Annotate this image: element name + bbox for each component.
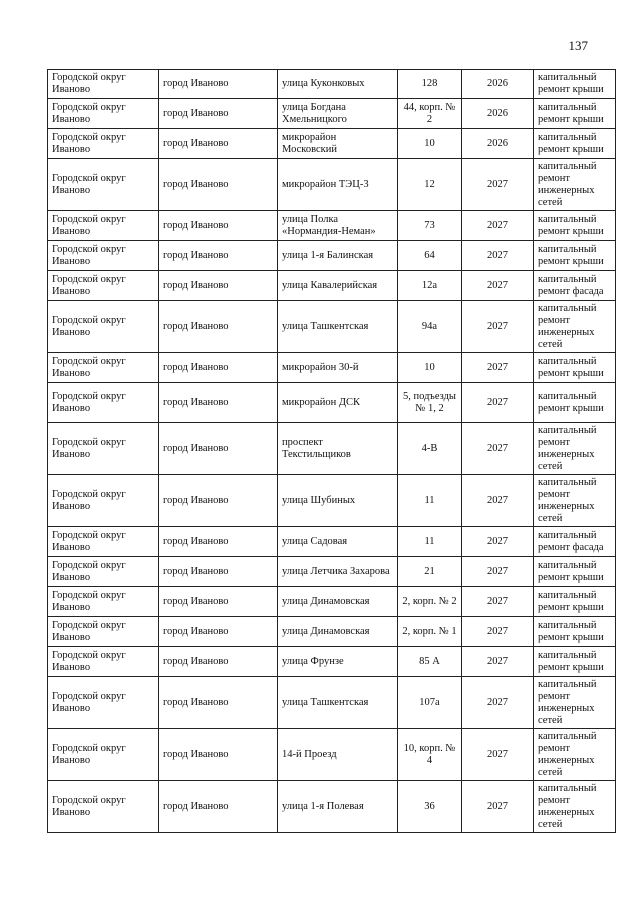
work-type-cell: капитальный ремонт инженерных сетей — [534, 423, 616, 475]
city-cell: город Иваново — [159, 587, 278, 617]
city-cell: город Иваново — [159, 129, 278, 159]
municipality-cell: Городской округ Иваново — [48, 70, 159, 99]
street-cell: улица Шубиных — [278, 475, 398, 527]
city-cell: город Иваново — [159, 781, 278, 833]
year-cell: 2027 — [462, 587, 534, 617]
municipality-cell: Городской округ Иваново — [48, 557, 159, 587]
work-type-cell: капитальный ремонт крыши — [534, 99, 616, 129]
table-row — [48, 587, 616, 617]
table-row — [48, 159, 616, 211]
table-row — [48, 211, 616, 241]
city-cell: город Иваново — [159, 211, 278, 241]
house-number-cell: 12 — [398, 159, 462, 211]
year-cell: 2027 — [462, 423, 534, 475]
table-row — [48, 129, 616, 159]
street-cell: улица Фрунзе — [278, 647, 398, 677]
street-cell: микрорайон ТЭЦ-3 — [278, 159, 398, 211]
city-cell: город Иваново — [159, 475, 278, 527]
municipality-cell: Городской округ Иваново — [48, 423, 159, 475]
work-type-cell: капитальный ремонт крыши — [534, 211, 616, 241]
street-cell: проспект Текстильщиков — [278, 423, 398, 475]
municipality-cell: Городской округ Иваново — [48, 587, 159, 617]
work-type-cell: капитальный ремонт крыши — [534, 647, 616, 677]
city-cell: город Иваново — [159, 301, 278, 353]
year-cell: 2027 — [462, 353, 534, 383]
municipality-cell: Городской округ Иваново — [48, 729, 159, 781]
year-cell: 2026 — [462, 70, 534, 99]
table-row — [48, 617, 616, 647]
municipality-cell: Городской округ Иваново — [48, 647, 159, 677]
street-cell: микрорайон ДСК — [278, 383, 398, 423]
year-cell: 2027 — [462, 301, 534, 353]
street-cell: улица Полка «Нормандия-Неман» — [278, 211, 398, 241]
house-number-cell: 64 — [398, 241, 462, 271]
city-cell: город Иваново — [159, 99, 278, 129]
year-cell: 2026 — [462, 129, 534, 159]
year-cell: 2027 — [462, 211, 534, 241]
street-cell: улица Садовая — [278, 527, 398, 557]
table-row — [48, 677, 616, 729]
municipality-cell: Городской округ Иваново — [48, 527, 159, 557]
municipality-cell: Городской округ Иваново — [48, 475, 159, 527]
year-cell: 2027 — [462, 617, 534, 647]
year-cell: 2027 — [462, 475, 534, 527]
work-type-cell: капитальный ремонт крыши — [534, 383, 616, 423]
street-cell: 14-й Проезд — [278, 729, 398, 781]
municipality-cell: Городской округ Иваново — [48, 271, 159, 301]
house-number-cell: 128 — [398, 70, 462, 99]
page-number: 137 — [568, 38, 588, 53]
table-row — [48, 301, 616, 353]
house-number-cell: 2, корп. № 2 — [398, 587, 462, 617]
year-cell: 2027 — [462, 781, 534, 833]
street-cell: микрорайон Московский — [278, 129, 398, 159]
city-cell: город Иваново — [159, 271, 278, 301]
house-number-cell: 11 — [398, 527, 462, 557]
work-type-cell: капитальный ремонт крыши — [534, 70, 616, 99]
year-cell: 2027 — [462, 527, 534, 557]
table-row — [48, 99, 616, 129]
municipality-cell: Городской округ Иваново — [48, 617, 159, 647]
city-cell: город Иваново — [159, 383, 278, 423]
municipality-cell: Городской округ Иваново — [48, 781, 159, 833]
work-type-cell: капитальный ремонт инженерных сетей — [534, 475, 616, 527]
city-cell: город Иваново — [159, 527, 278, 557]
house-number-cell: 85 А — [398, 647, 462, 677]
year-cell: 2027 — [462, 647, 534, 677]
municipality-cell: Городской округ Иваново — [48, 159, 159, 211]
house-number-cell: 36 — [398, 781, 462, 833]
street-cell: улица Ташкентская — [278, 301, 398, 353]
city-cell: город Иваново — [159, 617, 278, 647]
municipality-cell: Городской округ Иваново — [48, 353, 159, 383]
street-cell: микрорайон 30-й — [278, 353, 398, 383]
year-cell: 2027 — [462, 557, 534, 587]
municipality-cell: Городской округ Иваново — [48, 211, 159, 241]
work-type-cell: капитальный ремонт инженерных сетей — [534, 677, 616, 729]
street-cell: улица Ташкентская — [278, 677, 398, 729]
street-cell: улица Кавалерийская — [278, 271, 398, 301]
city-cell: город Иваново — [159, 729, 278, 781]
work-type-cell: капитальный ремонт инженерных сетей — [534, 159, 616, 211]
work-type-cell: капитальный ремонт фасада — [534, 527, 616, 557]
street-cell: улица Богдана Хмельницкого — [278, 99, 398, 129]
city-cell: город Иваново — [159, 557, 278, 587]
street-cell: улица Летчика Захарова — [278, 557, 398, 587]
work-type-cell: капитальный ремонт крыши — [534, 353, 616, 383]
house-number-cell: 4-В — [398, 423, 462, 475]
house-number-cell: 73 — [398, 211, 462, 241]
table-row — [48, 241, 616, 271]
year-cell: 2027 — [462, 241, 534, 271]
table-row — [48, 781, 616, 833]
municipality-cell: Городской округ Иваново — [48, 301, 159, 353]
street-cell: улица Динамовская — [278, 617, 398, 647]
municipality-cell: Городской округ Иваново — [48, 99, 159, 129]
street-cell: улица Куконковых — [278, 70, 398, 99]
year-cell: 2027 — [462, 159, 534, 211]
house-number-cell: 21 — [398, 557, 462, 587]
city-cell: город Иваново — [159, 677, 278, 729]
work-type-cell: капитальный ремонт крыши — [534, 557, 616, 587]
city-cell: город Иваново — [159, 353, 278, 383]
table-row — [48, 647, 616, 677]
municipality-cell: Городской округ Иваново — [48, 129, 159, 159]
city-cell: город Иваново — [159, 159, 278, 211]
municipality-cell: Городской округ Иваново — [48, 241, 159, 271]
city-cell: город Иваново — [159, 423, 278, 475]
municipality-cell: Городской округ Иваново — [48, 383, 159, 423]
work-type-cell: капитальный ремонт инженерных сетей — [534, 729, 616, 781]
house-number-cell: 5, подъезды № 1, 2 — [398, 383, 462, 423]
work-type-cell: капитальный ремонт крыши — [534, 241, 616, 271]
work-type-cell: капитальный ремонт крыши — [534, 617, 616, 647]
table-row — [48, 423, 616, 475]
house-number-cell: 10 — [398, 129, 462, 159]
house-number-cell: 10, корп. № 4 — [398, 729, 462, 781]
city-cell: город Иваново — [159, 241, 278, 271]
table-row — [48, 70, 616, 99]
city-cell: город Иваново — [159, 647, 278, 677]
house-number-cell: 10 — [398, 353, 462, 383]
house-number-cell: 2, корп. № 1 — [398, 617, 462, 647]
street-cell: улица Динамовская — [278, 587, 398, 617]
table-row — [48, 527, 616, 557]
house-number-cell: 11 — [398, 475, 462, 527]
work-type-cell: капитальный ремонт фасада — [534, 271, 616, 301]
table-row — [48, 557, 616, 587]
house-number-cell: 12а — [398, 271, 462, 301]
table-row — [48, 475, 616, 527]
street-cell: улица 1-я Балинская — [278, 241, 398, 271]
year-cell: 2027 — [462, 271, 534, 301]
work-type-cell: капитальный ремонт инженерных сетей — [534, 301, 616, 353]
year-cell: 2026 — [462, 99, 534, 129]
house-number-cell: 107а — [398, 677, 462, 729]
municipality-cell: Городской округ Иваново — [48, 677, 159, 729]
year-cell: 2027 — [462, 383, 534, 423]
house-number-cell: 94а — [398, 301, 462, 353]
table-row — [48, 353, 616, 383]
table-row — [48, 383, 616, 423]
house-number-cell: 44, корп. № 2 — [398, 99, 462, 129]
street-cell: улица 1-я Полевая — [278, 781, 398, 833]
city-cell: город Иваново — [159, 70, 278, 99]
year-cell: 2027 — [462, 729, 534, 781]
work-type-cell: капитальный ремонт инженерных сетей — [534, 781, 616, 833]
table-row — [48, 271, 616, 301]
work-type-cell: капитальный ремонт крыши — [534, 129, 616, 159]
repair-schedule-table — [47, 69, 616, 833]
year-cell: 2027 — [462, 677, 534, 729]
table-row — [48, 729, 616, 781]
work-type-cell: капитальный ремонт крыши — [534, 587, 616, 617]
